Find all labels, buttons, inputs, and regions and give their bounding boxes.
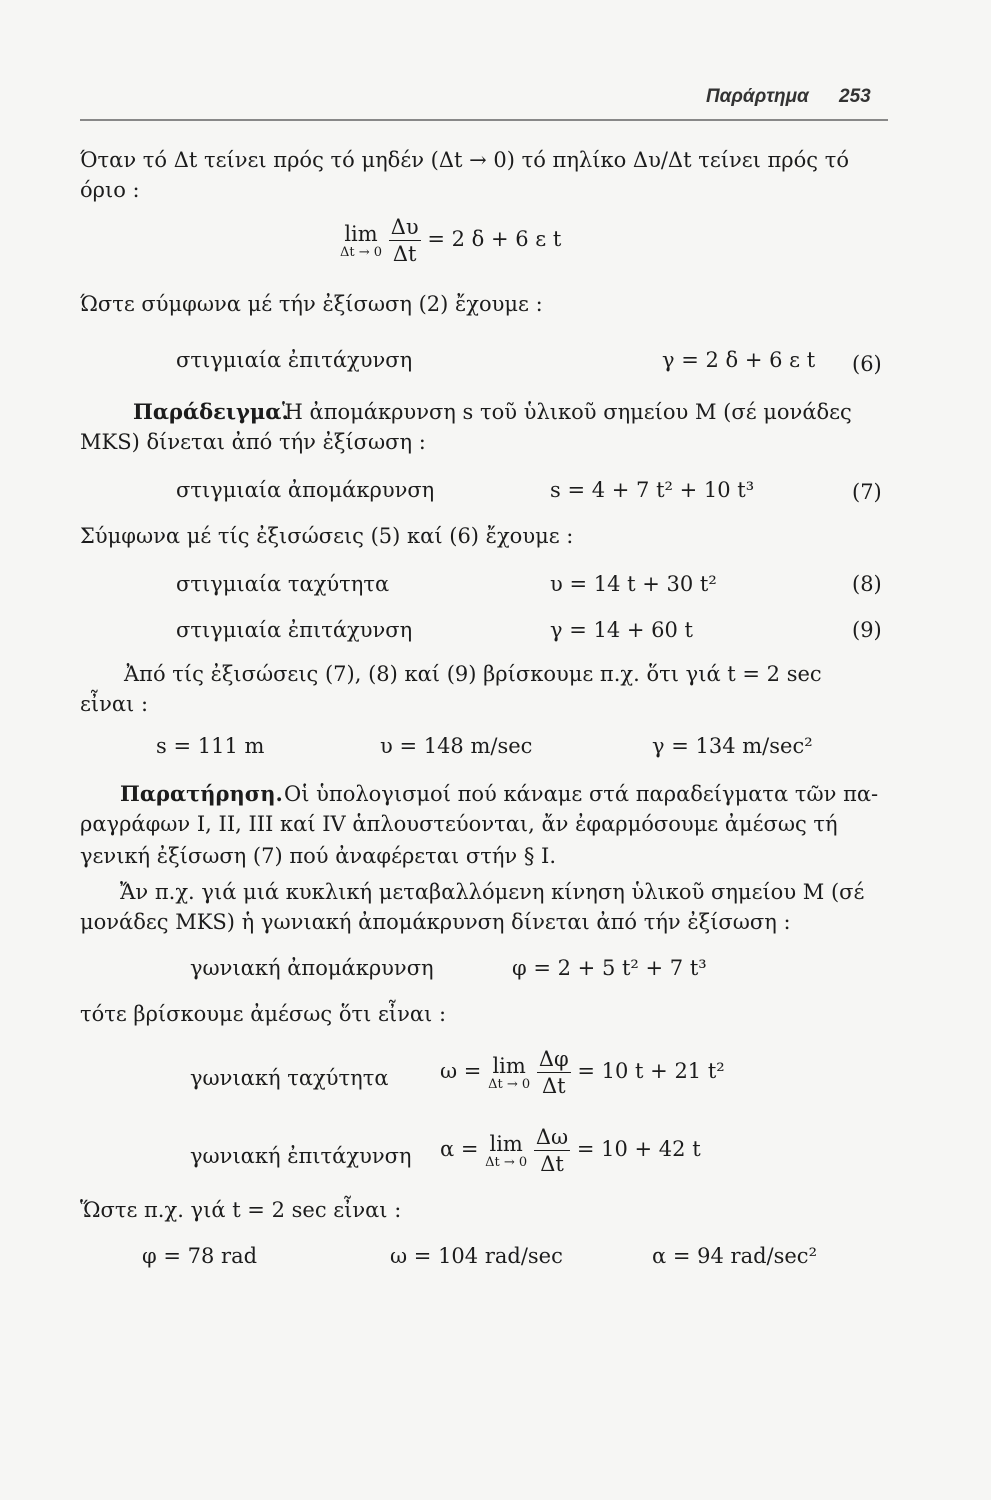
result-angular-acceleration: α = 94 rad/sec² xyxy=(652,1244,817,1268)
paragraph-7: Ὥστε π.χ. γιά t = 2 sec εἶναι : xyxy=(80,1198,402,1222)
paragraph-2: Ώστε σύμφωνα μέ τήν ἐξίσωση (2) ἔχουμε : xyxy=(80,292,543,316)
result-acceleration: γ = 134 m/sec² xyxy=(652,734,813,758)
eq7-number: (7) xyxy=(852,480,882,504)
paragraph-4-line-1: Ἀπό τίς ἐξισώσεις (7), (8) καί (9) βρίσκουμε π.χ. ὅτι γιά t = 2 sec xyxy=(124,662,822,686)
paragraph-6: τότε βρίσκουμε ἀμέσως ὅτι εἶναι : xyxy=(80,1002,447,1026)
eq6-number: (6) xyxy=(852,352,882,376)
eq9-number: (9) xyxy=(852,618,882,642)
eq8-formula: υ = 14 t + 30 t² xyxy=(550,572,717,596)
eq8-number: (8) xyxy=(852,572,882,596)
eq8-label: στιγμιαία ταχύτητα xyxy=(176,572,390,596)
remark-line-3: γενική ἐξίσωση (7) πού ἀναφέρεται στήν § I. xyxy=(80,844,557,868)
remark-line-1: Οἱ ὑπολογισμοί πού κάναμε στά παραδείγματα τῶν πα- xyxy=(284,782,879,806)
paragraph-1-line-1: Όταν τό Δt τείνει πρός τό μηδέν (Δt → 0) τό πηλίκο Δυ/Δt τείνει πρός τό xyxy=(80,148,849,172)
eq-omega-formula: ω = lim Δt → 0 $\frac{\Delta\varphi}{\Delta t}$ = 10 t + 21 t² xyxy=(440,1047,725,1098)
header-rule xyxy=(80,119,888,121)
example-heading: Παράδειγμα. xyxy=(133,399,289,424)
fraction: $\frac{\Delta\omega}{\Delta t}$ xyxy=(535,1125,569,1176)
fraction: $\frac{\Delta\upsilon}{\Delta t}$ xyxy=(390,215,419,266)
fraction: $\frac{\Delta\varphi}{\Delta t}$ xyxy=(538,1047,569,1098)
limit-operator: lim Δt → 0 xyxy=(485,1131,528,1170)
eq-phi-label: γωνιακή ἀπομάκρυνση xyxy=(190,956,434,980)
result-velocity: υ = 148 m/sec xyxy=(380,734,533,758)
eq7-label: στιγμιαία ἀπομάκρυνση xyxy=(176,478,435,502)
eq-omega-label: γωνιακή ταχύτητα xyxy=(190,1066,389,1090)
page-number: 253 xyxy=(839,86,871,107)
eq-alpha-formula: α = lim Δt → 0 $\frac{\Delta\omega}{\Delta t}$ = 10 + 42 t xyxy=(440,1125,701,1176)
eq9-label: στιγμιαία ἐπιτάχυνση xyxy=(176,618,413,642)
limit-operator: lim Δt → 0 xyxy=(488,1053,531,1092)
result-angular-velocity: ω = 104 rad/sec xyxy=(390,1244,563,1268)
limit-operator: lim Δt → 0 xyxy=(340,221,383,260)
eq9-formula: γ = 14 + 60 t xyxy=(550,618,694,642)
paragraph-5-line-2: μονάδες MKS) ἡ γωνιακή ἀπομάκρυνση δίνεται ἀπό τήν ἐξίσωση : xyxy=(80,910,791,934)
eq6-formula: γ = 2 δ + 6 ε t xyxy=(662,348,816,372)
paragraph-4-line-2: εἶναι : xyxy=(80,692,149,716)
remark-line-2: ραγράφων I, II, III καί IV ἁπλουστεύονται, ἄν ἐφαρμόσουμε ἀμέσως τή xyxy=(80,812,838,836)
paragraph-3: Σύμφωνα μέ τίς ἐξισώσεις (5) καί (6) ἔχουμε : xyxy=(80,524,574,548)
eq6-label: στιγμιαία ἐπιτάχυνση xyxy=(176,348,413,372)
result-angle: φ = 78 rad xyxy=(142,1244,258,1268)
paragraph-5-line-1: Ἄν π.χ. γιά μιά κυκλική μεταβαλλόμενη κίνηση ὑλικοῦ σημείου Μ (σέ xyxy=(120,880,865,904)
limit-result: = 2 δ + 6 ε t xyxy=(427,227,562,251)
limit-equation-velocity xyxy=(340,214,561,267)
result-displacement: s = 111 m xyxy=(156,734,265,758)
eq7-formula: s = 4 + 7 t² + 10 t³ xyxy=(550,478,755,502)
paragraph-1-line-2: όριο : xyxy=(80,178,140,202)
eq-phi-formula: φ = 2 + 5 t² + 7 t³ xyxy=(512,956,707,980)
eq-alpha-label: γωνιακή ἐπιτάχυνση xyxy=(190,1144,412,1168)
example-line-1: Ἡ ἀπομάκρυνση s τοῦ ὑλικοῦ σημείου Μ (σέ μονάδες xyxy=(282,400,852,424)
running-header-title: Παράρτημα xyxy=(706,86,809,107)
remark-heading: Παρατήρηση. xyxy=(120,781,283,806)
example-line-2: MKS) δίνεται ἀπό τήν ἐξίσωση : xyxy=(80,430,426,454)
